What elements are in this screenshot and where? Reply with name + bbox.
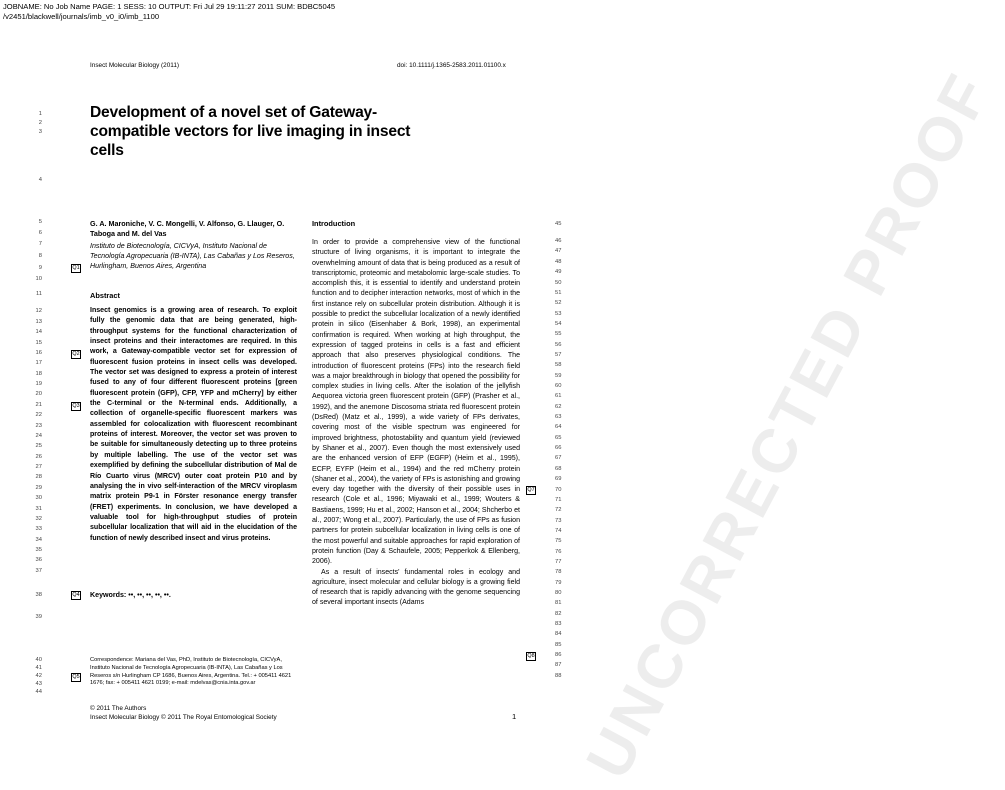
line-number: 16 <box>35 350 42 356</box>
line-number: 51 <box>555 290 562 296</box>
line-number: 52 <box>555 300 562 306</box>
line-number: 74 <box>555 528 562 534</box>
line-number: 19 <box>35 381 42 387</box>
introduction-body <box>312 238 520 609</box>
query-marker[interactable]: Q2 <box>72 351 80 357</box>
job-header-line1: JOBNAME: No Job Name PAGE: 1 SESS: 10 OUTPUT: Fri Jul 29 19:11:27 2011 SUM: BDBC5045 <box>3 2 336 11</box>
journal-copyright-line: Insect Molecular Biology © 2011 The Royal Entomological Society <box>90 713 277 721</box>
line-number: 11 <box>35 291 42 297</box>
line-number: 76 <box>555 549 562 555</box>
line-number: 70 <box>555 487 562 493</box>
line-number: 82 <box>555 611 562 617</box>
line-number: 68 <box>555 466 562 472</box>
line-number: 48 <box>555 259 562 265</box>
affiliation: Instituto de Biotecnología, CICVyA, Instituto Nacional de Tecnología Agropecuaria (IB-INTA), Las Cabañas y Los Reseros, Hurlingham, Buenos Aires, Argentina <box>90 242 295 271</box>
line-number: 55 <box>555 331 562 337</box>
line-number: 46 <box>555 238 562 244</box>
running-head-doi: doi: 10.1111/j.1365-2583.2011.01100.x <box>397 62 506 69</box>
line-number: 66 <box>555 445 562 451</box>
line-number: 84 <box>555 631 562 637</box>
line-number: 9 <box>38 265 42 271</box>
query-marker[interactable]: Q4 <box>72 592 80 598</box>
line-number: 12 <box>35 308 42 314</box>
line-number: 43 <box>35 681 42 687</box>
correspondence: Correspondence: Mariana del Vas, PhD, Instituto de Biotecnología, CICVyA, Instituto Nacional de Tecnología Agropecuaria (IB-INTA), Las Cabañas y Los Reseros s/n Hurlingham CP 1686, Buenos Aires, Argentina. Tel.: + 005411 4621 1676; fax: + 005411 4621 0199; e-mail: mdelvas@cnia.inta.gov.ar <box>90 657 292 687</box>
line-number: 50 <box>555 280 562 286</box>
intro-paragraph: In order to provide a comprehensive view of the functional structure of living organisms, it is important to integrate the overwhelming amount of data that is being produced as a result of transcriptomic, proteomic and metabolomic large-scale studies. To accomplish this, it is essential to identify and understand protein function and to decipher interaction networks, most of which in the first instance rely on subcellular protein distribution. Although it is possible to predict the subcellular localization of a newly identified protein in silico (Eisenhaber & Bork, 1998), an experimental confirmation is required. When working at high throughput, the expression of tagged proteins in cells is a fast and efficient approach that also preserves physiological conditions. The introduction of fluorescent proteins (FPs) into the research field was a major breakthrough in biology that opened the possibility for complex studies in living cells. After the isolation of the jellyfish Aequorea victoria green fluorescent protein (GFP) (Prasher et al., 1992), and the anemone Discosoma striata red fluorescent protein (DsRed) (Matz et al., 1999), a wide variety of FPs derivates, covering most of the visible spectrum was engineered for improved brightness, photostability and quantum yield (reviewed by Shaner et al., 2007). Even though the most extensively used are the enhanced version of EFP (EGFP) (Heim et al., 1995), ECFP, EYFP (Heim et al., 1994) and the red mCherry protein (Shaner et al., 2004), the variety of FPs is astonishing and growing every day together with the diversity of their possible uses in research (Cole et al., 1996; Miyawaki et al., 1999; Wouters & Bastiaens, 1999; Hu et al., 2002; Hanson et al., 2004; Shcherbo et al., 2007; Wong et al., 2007). Particularly, the use of FPs as fusion partners for protein subcellular localization in living cells is one of the most powerful and suitable approaches for rapid exploration of protein function (Day & Schaufele, 2005; Pepperkok & Ellenberg, 2006). <box>312 239 520 566</box>
line-number: 35 <box>35 547 42 553</box>
line-number: 83 <box>555 621 562 627</box>
query-marker[interactable]: Q8 <box>527 653 535 659</box>
line-number: 14 <box>35 329 42 335</box>
line-number: 63 <box>555 414 562 420</box>
line-number: 72 <box>555 507 562 513</box>
line-number: 67 <box>555 455 562 461</box>
line-number: 78 <box>555 569 562 575</box>
line-number: 47 <box>555 248 562 254</box>
line-number: 58 <box>555 362 562 368</box>
line-number: 7 <box>38 241 42 247</box>
line-number: 13 <box>35 319 42 325</box>
line-number: 62 <box>555 404 562 410</box>
line-number: 59 <box>555 373 562 379</box>
line-number: 5 <box>38 219 42 225</box>
line-number: 61 <box>555 393 562 399</box>
line-number: 42 <box>35 673 42 679</box>
intro-paragraph: As a result of insects' fundamental roles in ecology and agriculture, insect molecular and cellular biology is a growing field of research that is rapidly advancing with the genome sequencing of several important insects (Adams <box>312 568 520 607</box>
line-number: 22 <box>35 412 42 418</box>
line-number: 27 <box>35 464 42 470</box>
line-number: 6 <box>38 230 42 236</box>
line-number: 56 <box>555 342 562 348</box>
line-number: 3 <box>38 129 42 135</box>
line-number: 17 <box>35 360 42 366</box>
line-number: 44 <box>35 689 42 695</box>
abstract-heading: Abstract <box>90 291 120 300</box>
query-marker[interactable]: Q3 <box>72 403 80 409</box>
article-title: Development of a novel set of Gateway-compatible vectors for live imaging in insect cells <box>90 104 411 159</box>
line-number: 18 <box>35 371 42 377</box>
introduction-heading: Introduction <box>312 219 356 228</box>
line-number: 88 <box>555 673 562 679</box>
line-number: 87 <box>555 662 562 668</box>
footer <box>90 705 320 722</box>
line-number: 1 <box>38 111 42 117</box>
line-number: 2 <box>38 120 42 126</box>
line-number: 21 <box>35 402 42 408</box>
copyright-line: © 2011 The Authors <box>90 705 147 712</box>
line-number: 75 <box>555 538 562 544</box>
line-number: 79 <box>555 580 562 586</box>
line-number: 39 <box>35 614 42 620</box>
line-number: 36 <box>35 557 42 563</box>
line-number: 85 <box>555 642 562 648</box>
line-number: 38 <box>35 592 42 598</box>
line-number: 41 <box>35 665 42 671</box>
line-number: 81 <box>555 600 562 606</box>
query-marker[interactable]: Q5 <box>72 674 80 680</box>
line-number: 32 <box>35 516 42 522</box>
watermark: UNCORRECTED PROOF <box>573 61 1005 790</box>
line-number: 49 <box>555 269 562 275</box>
line-number: 33 <box>35 526 42 532</box>
line-number: 80 <box>555 590 562 596</box>
line-number: 60 <box>555 383 562 389</box>
line-number: 77 <box>555 559 562 565</box>
running-head-journal: Insect Molecular Biology (2011) <box>90 62 180 69</box>
abstract-text: Insect genomics is a growing area of research. To exploit fully the genomic data that are being generated, high-throughput systems for the functional characterization of insect proteins and their interactomes are required. In this work, a Gateway-compatible vector set for expression of fluorescent fusion proteins in insect cells was developed. The vector set was designed to express a protein of interest fused to any of four different fluorescent proteins [green fluorescent protein (GFP), CFP, YFP and mCherry] by either the C-terminal or the N-terminal ends. Additionally, a collection of organelle-specific fluorescent markers was assembled for colocalization with fluorescent recombinant proteins of interest. Moreover, the vector set was proven to be suitable for simultaneously detecting up to three proteins by multiple labelling. The use of the vector set was exemplified by defining the subcellular distribution of Mal de Río Cuarto virus (MRCV) outer coat protein P10 and by analysing the in vivo self-interaction of the MRCV viroplasm matrix protein P9-1 in Förster resonance energy transfer (FRET) experiments. In conclusion, we have developed a valuable tool for high-throughput studies of protein subcellular localization that will aid in the elucidation of the function of newly described insect and virus proteins. <box>90 307 297 542</box>
line-number: 4 <box>38 177 42 183</box>
line-number: 73 <box>555 518 562 524</box>
line-number: 23 <box>35 423 42 429</box>
job-header-line2: /v2451/blackwell/journals/imb_v0_i0/imb_1100 <box>3 12 160 21</box>
line-number: 69 <box>555 476 562 482</box>
line-number: 37 <box>35 568 42 574</box>
line-number: 45 <box>555 221 562 227</box>
line-number: 25 <box>35 443 42 449</box>
line-number: 26 <box>35 454 42 460</box>
line-number: 53 <box>555 311 562 317</box>
line-number: 71 <box>555 497 562 503</box>
query-marker[interactable]: Q7 <box>527 487 535 493</box>
author-list: G. A. Maroniche, V. C. Mongelli, V. Alfonso, G. Llauger, O. Taboga and M. del Vas <box>90 219 285 239</box>
line-number: 29 <box>35 485 42 491</box>
line-number: 31 <box>35 506 42 512</box>
line-number: 24 <box>35 433 42 439</box>
line-number: 57 <box>555 352 562 358</box>
line-number: 8 <box>38 253 42 259</box>
line-number: 40 <box>35 657 42 663</box>
line-number: 28 <box>35 474 42 480</box>
line-number: 20 <box>35 391 42 397</box>
line-number: 65 <box>555 435 562 441</box>
line-number: 15 <box>35 340 42 346</box>
page-number: 1 <box>512 712 517 721</box>
query-marker[interactable]: Q1 <box>72 265 80 271</box>
line-number: 10 <box>35 276 42 282</box>
line-number: 34 <box>35 537 42 543</box>
line-number: 64 <box>555 424 562 430</box>
line-number: 54 <box>555 321 562 327</box>
line-number: 86 <box>555 652 562 658</box>
line-number: 30 <box>35 495 42 501</box>
keywords: Keywords: ••, ••, ••, ••, ••. <box>90 591 171 599</box>
